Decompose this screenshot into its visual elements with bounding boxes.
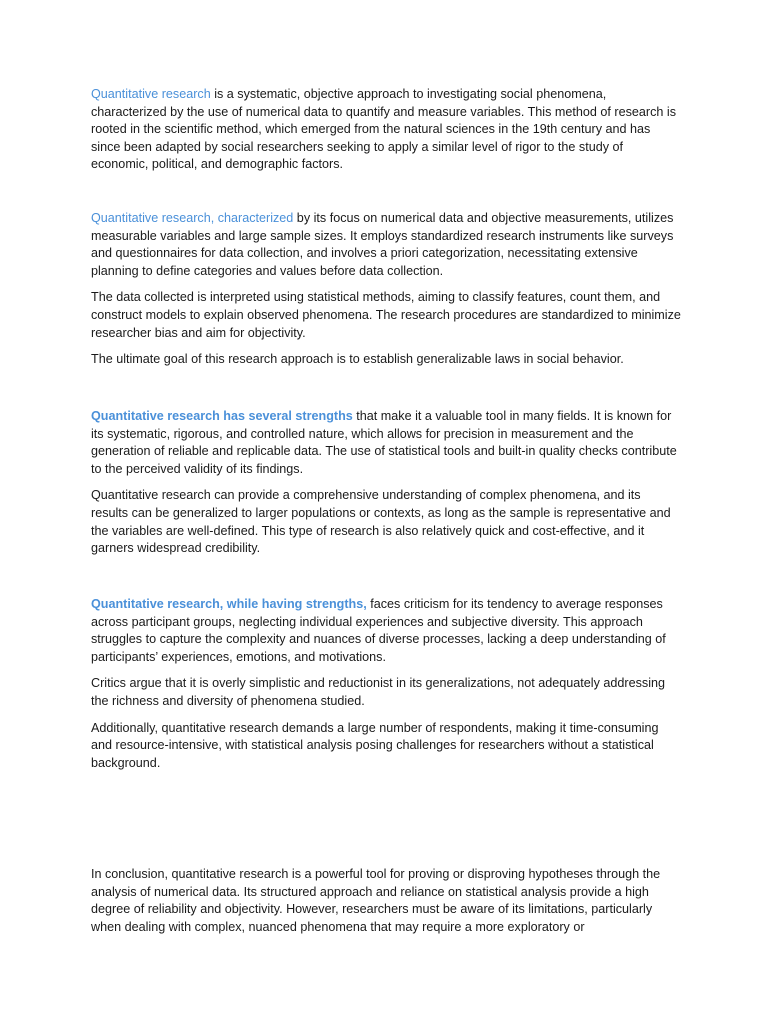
- section-characteristics: [91, 210, 681, 369]
- paragraph: The data collected is interpreted using statistical methods, aiming to classify features, count them, and construct models to explain observed phenomena. The research procedures are standardized to minimize researcher bias and aim for objectivity.: [91, 290, 681, 340]
- paragraph: [91, 596, 681, 666]
- paragraph-text: by its focus on numerical data and objective measurements, utilizes measurable variables and large sample sizes. It employs standardized research instruments like surveys and questionnaires for data collection, and involves a priori categorization, necessitating extensive planning to define categories and values before data collection.: [91, 211, 674, 278]
- paragraph-text: is a systematic, objective approach to investigating social phenomena, characterized by the use of numerical data to quantify and measure variables. This method of research is rooted in the scientific method, which emerged from the natural sciences in the 19th century and has since been adapted by social researchers seeking to apply a similar level of rigor to the study of economic, political, and demographic factors.: [91, 87, 676, 172]
- paragraph: Critics argue that it is overly simplistic and reductionist in its generalizations, not adequately addressing the richness and diversity of phenomena studied.: [91, 676, 665, 708]
- paragraph: [91, 210, 681, 280]
- highlighted-lead: Quantitative research, while having strengths,: [91, 597, 367, 611]
- section-criticism: [91, 596, 681, 772]
- paragraph: In conclusion, quantitative research is a powerful tool for proving or disproving hypotheses through the analysis of numerical data. Its structured approach and reliance on statistical analysis provide a high degree of reliability and objectivity. However, researchers must be aware of its limitations, particularly when dealing with complex, nuanced phenomena that may require a more exploratory or: [91, 867, 661, 934]
- highlighted-lead: Quantitative research has several strengths: [91, 409, 353, 423]
- section-strengths: [91, 408, 681, 558]
- paragraph-text: that make it a valuable tool in many fields. It is known for its systematic, rigorous, and controlled nature, which allows for precision in measurement and the generation of reliable and replicable data. The use of statistical tools and built-in quality checks contribute to the perceived validity of its findings.: [91, 409, 677, 476]
- section-definition: [91, 86, 681, 174]
- paragraph: [91, 408, 681, 478]
- paragraph: The ultimate goal of this research approach is to establish generalizable laws in social behavior.: [91, 352, 624, 367]
- highlighted-lead: Quantitative research: [91, 87, 211, 101]
- paragraph: [91, 86, 681, 174]
- highlighted-lead: Quantitative research, characterized: [91, 211, 294, 225]
- paragraph: Additionally, quantitative research demands a large number of respondents, making it time-consuming and resource-intensive, with statistical analysis posing challenges for researchers without a statistical background.: [91, 720, 659, 770]
- paragraph: Quantitative research can provide a comprehensive understanding of complex phenomena, and its results can be generalized to larger populations or contexts, as long as the sample is representative and the variables are well-defined. This type of research is also relatively quick and cost-effective, and it garners widespread credibility.: [91, 488, 671, 556]
- paragraph-text: faces criticism for its tendency to average responses across participant groups, neglecting individual experiences and subjective diversity. This approach struggles to capture the complexity and nuances of diverse processes, lacking a deep understanding of participants’ experiences, emotions, and motivations.: [91, 597, 666, 664]
- section-conclusion: [91, 866, 681, 936]
